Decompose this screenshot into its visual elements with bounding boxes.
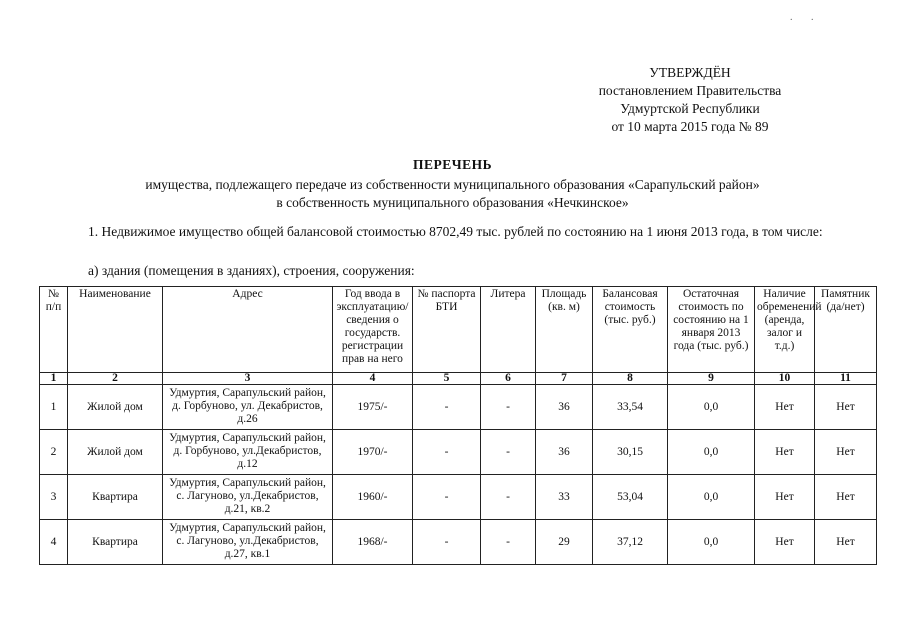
column-number: 6 [481, 373, 536, 385]
header-cell: Год ввода в эксплуатацию/сведения о государств. регистрации прав на него [333, 287, 413, 373]
table-row [40, 475, 877, 520]
object-name: Жилой дом [68, 430, 163, 475]
bti-passport: - [413, 385, 481, 430]
header-cell: Балансовая стоимость (тыс. руб.) [593, 287, 668, 373]
column-number: 3 [163, 373, 333, 385]
header-cell: № п/п [40, 287, 68, 373]
header-cell: № паспорта БТИ [413, 287, 481, 373]
header-cell: Наличие обременений (аренда, залог и т.д.) [755, 287, 815, 373]
object-address: Удмуртия, Сарапульский район, с. Лагуново, ул.Декабристов, д.27, кв.1 [163, 520, 333, 565]
table-row [40, 520, 877, 565]
encumbrance: Нет [755, 385, 815, 430]
monument: Нет [815, 385, 877, 430]
property-table [39, 286, 877, 565]
header-cell: Наименование [68, 287, 163, 373]
row-number: 2 [40, 430, 68, 475]
object-name: Квартира [68, 475, 163, 520]
balance-value: 37,12 [593, 520, 668, 565]
header-cell: Памятник (да/нет) [815, 287, 877, 373]
object-name: Квартира [68, 520, 163, 565]
approval-line-3: Удмуртской Республики [620, 101, 760, 116]
header-cell: Остаточная стоимость по состоянию на 1 января 2013 года (тыс. руб.) [668, 287, 755, 373]
balance-value: 33,54 [593, 385, 668, 430]
residual-value: 0,0 [668, 385, 755, 430]
balance-value: 30,15 [593, 430, 668, 475]
approval-line-4: от 10 марта 2015 года № 89 [611, 119, 769, 134]
document-title: ПЕРЕЧЕНЬ [412, 157, 493, 172]
object-address: Удмуртия, Сарапульский район, с. Лагуново, ул.Декабристов, д.21, кв.2 [163, 475, 333, 520]
header-cell: Площадь (кв. м) [536, 287, 593, 373]
column-number: 2 [68, 373, 163, 385]
table-row [40, 430, 877, 475]
litera: - [481, 430, 536, 475]
monument: Нет [815, 520, 877, 565]
header-cell: Адрес [163, 287, 333, 373]
column-number: 8 [593, 373, 668, 385]
balance-value: 53,04 [593, 475, 668, 520]
commission-year: 1975/- [333, 385, 413, 430]
column-number: 4 [333, 373, 413, 385]
object-address: Удмуртия, Сарапульский район, д. Горбуново, ул.Декабристов, д.12 [163, 430, 333, 475]
monument: Нет [815, 430, 877, 475]
bti-passport: - [413, 520, 481, 565]
document-subtitle [0, 176, 905, 212]
subtitle-line-2: в собственность муниципального образования «Нечкинское» [276, 195, 629, 210]
encumbrance: Нет [755, 475, 815, 520]
column-number: 5 [413, 373, 481, 385]
subsection-heading: а) здания (помещения в зданиях), строения, сооружения: [88, 263, 415, 278]
residual-value: 0,0 [668, 520, 755, 565]
residual-value: 0,0 [668, 430, 755, 475]
litera: - [481, 520, 536, 565]
column-number: 7 [536, 373, 593, 385]
commission-year: 1968/- [333, 520, 413, 565]
row-number: 1 [40, 385, 68, 430]
header-cell: Литера [481, 287, 536, 373]
object-name: Жилой дом [68, 385, 163, 430]
area: 36 [536, 430, 593, 475]
monument: Нет [815, 475, 877, 520]
bti-passport: - [413, 475, 481, 520]
bti-passport: - [413, 430, 481, 475]
area: 29 [536, 520, 593, 565]
intro-paragraph: 1. Недвижимое имущество общей балансовой стоимостью 8702,49 тыс. рублей по состоянию на 1 июня 2013 года, в том числе: [88, 224, 823, 239]
table-header-row [40, 287, 877, 373]
column-number: 1 [40, 373, 68, 385]
row-number: 4 [40, 520, 68, 565]
commission-year: 1970/- [333, 430, 413, 475]
approval-line-1: УТВЕРЖДЁН [649, 65, 731, 80]
approval-line-2: постановлением Правительства [598, 83, 782, 98]
encumbrance: Нет [755, 430, 815, 475]
encumbrance: Нет [755, 520, 815, 565]
row-number: 3 [40, 475, 68, 520]
litera: - [481, 385, 536, 430]
column-number-row [40, 373, 877, 385]
area: 33 [536, 475, 593, 520]
column-number: 9 [668, 373, 755, 385]
table-row [40, 385, 877, 430]
column-number: 11 [815, 373, 877, 385]
litera: - [481, 475, 536, 520]
commission-year: 1960/- [333, 475, 413, 520]
area: 36 [536, 385, 593, 430]
column-number: 10 [755, 373, 815, 385]
subtitle-line-1: имущества, подлежащего передаче из собственности муниципального образования «Сарапульский район» [145, 177, 760, 192]
corner-mark: . . [790, 12, 822, 23]
residual-value: 0,0 [668, 475, 755, 520]
object-address: Удмуртия, Сарапульский район, д. Горбуново, ул. Декабристов, д.26 [163, 385, 333, 430]
approval-block [560, 64, 820, 136]
